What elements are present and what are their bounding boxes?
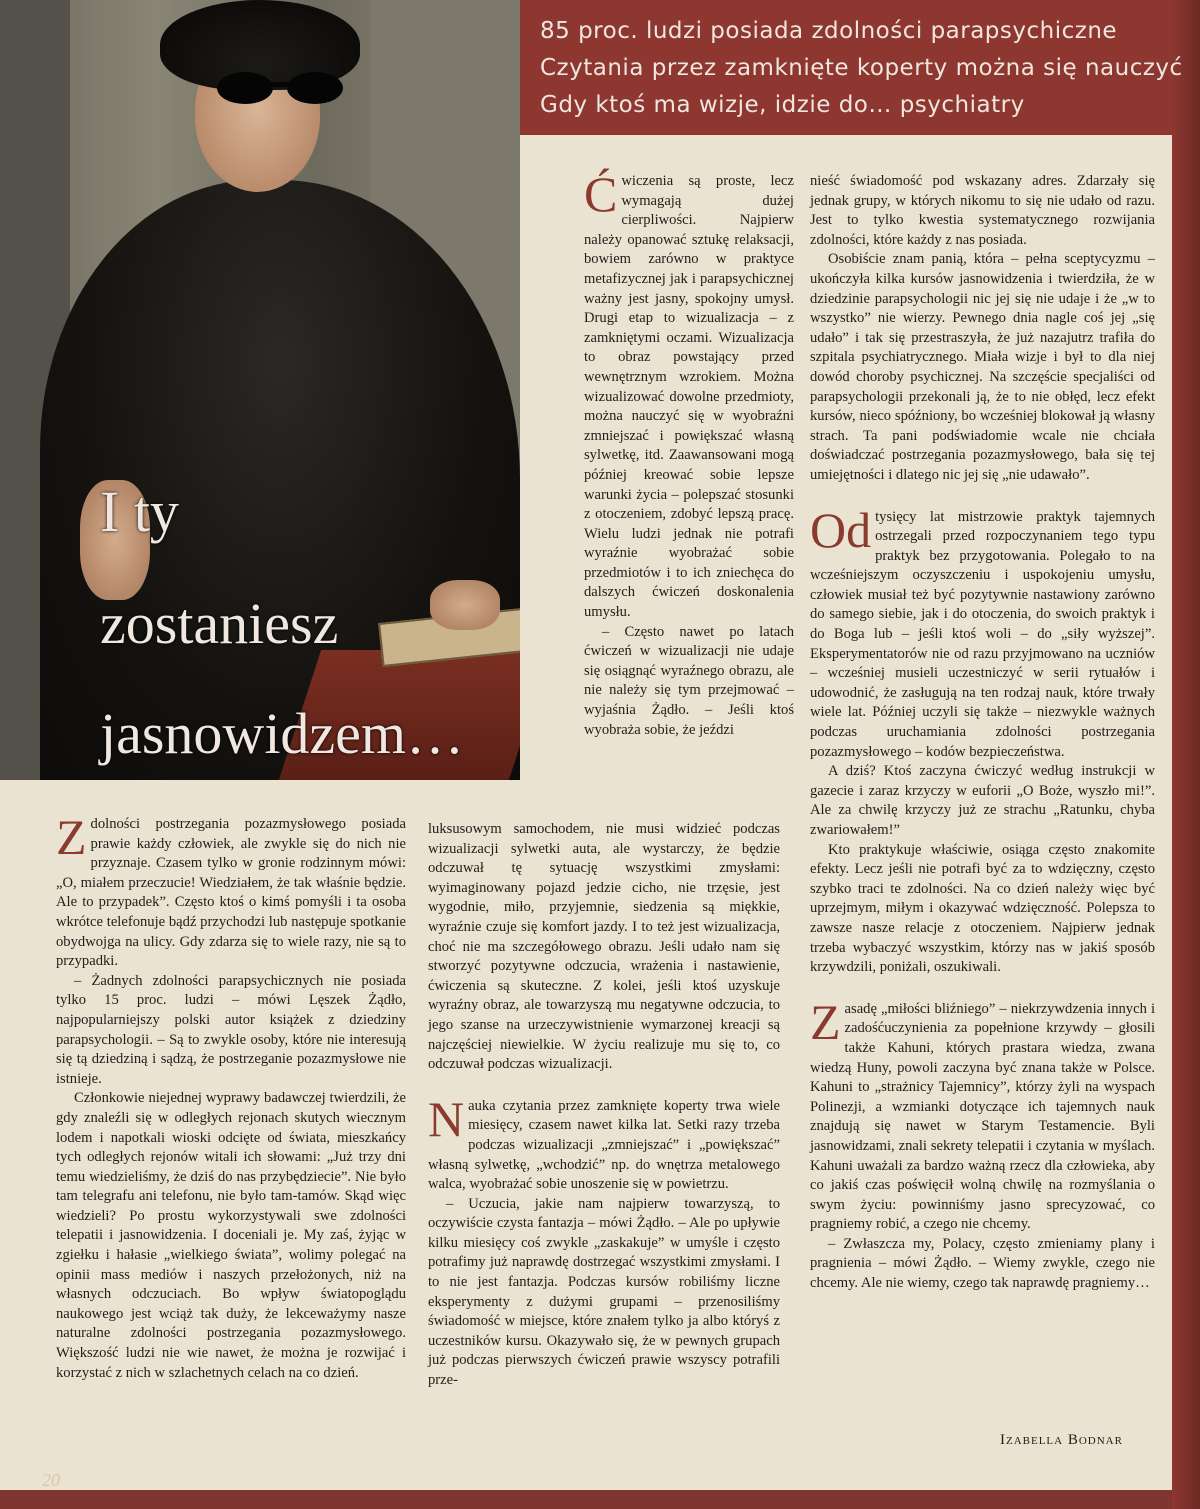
paragraph: nieść świadomość pod wskazany adres. Zdarzały się jednak grupy, w których nikomu to się nie udało od razu. Jest to tylko kwestia systematycznego rozwijania zdolności, które każdy z nas posiada. [810,173,1155,248]
title-line-1: I ty [100,479,179,544]
paragraph [810,501,1155,763]
paragraph: A dziś? Ktoś zaczyna ćwiczyć według instrukcji w gazecie i zaraz krzyczy w euforii „O Boże, wyszło mi!”. Ale za chwilę krzyczy już ze strachu „Ratunku, chyba zwariowałem!” [810,763,1155,838]
paragraph [584,166,794,623]
title-line-2: zostaniesz [100,591,339,656]
paragraph-text: dolności postrzegania pozazmysłowego posiada prawie każdy człowiek, ale zwykle się do nich nie przyznaje. Czasem tylko w gronie rodzinnym mówi: „O, miałem przeczucie! Wiedziałem, że tak właśnie będzie. Ale to przypadek”. Często ktoś o kimś pomyśli i ta osoba wkrótce telefonuje bądź przychodzi lub następuje spotkanie obydwojga na ulicy. Gdy zdarza się to wiele razy, nie są to przypadki. [56,816,406,970]
column-left [56,809,406,1383]
drop-cap: Z [810,993,841,1050]
deck-line-3: Gdy ktoś ma wizje, idzie do… psychiatry [540,92,1025,118]
paragraph-text: asadę „miłości bliźniego” – niekrzywdzenia innych i zadośćuczynienia za popełnione krzywdy – głosili także Kahuni, których prastara wiedza, zwana wiedzą Huny, powoli zaczyna być znana także w Polsce. Kahuni to „strażnicy Tajemnicy”, którzy żyli na wyspach Polinezji, a wzmianki dotyczące ich tajemnych nauk znajdują się nawet w Starym Testamencie. Byli jasnowidzami, znali sekrety telepatii i czytania w myślach. Kahuni uważali za bardzo ważną rzecz dla człowieka, aby co jakiś czas poświęcił wolną chwilę na rozmyślania o swym życiu: powinniśmy jasno sprecyzować, co pragniemy robić, a czego nie chcemy. [810,1000,1155,1233]
renaissance-portrait-image [0,0,520,780]
paragraph [56,809,406,972]
drop-cap: Od [810,501,872,558]
right-hand-shape [430,580,500,630]
paragraph: – Uczucia, jakie nam najpierw towarzyszą, to oczywiście czysta fantazja – mówi Żądło. – Ale po upływie kilku miesięcy coś zwykle „zaskakuje” w umyśle i często potrafimy już naprawdę dostrzegać wszystkimi zmysłami. I to nie jest fantazja. Podczas kursów robiliśmy liczne eksperymenty z dużymi grupami – przenosiliśmy świadomość w miejsce, które znałem tylko ja albo któryś z uczestników kursu. Okazywało się, że w pewnych grupach już podczas pierwszych ćwiczeń prawie wszyscy potrafili prze- [428,1195,780,1389]
author-signature: Izabella Bodnar [1000,1432,1123,1448]
column-middle-top [584,166,794,740]
paragraph-text: auka czytania przez zamknięte koperty trwa wiele miesięcy, czasem nawet kilka lat. Setki razy trzeba podczas wizualizacji „zmniejszać” i „powiększać” własną sylwetkę, „wchodzić” np. do wnętrza metalowego walca, wyobrażać sobie unoszenie się w powietrzu. [428,1097,780,1193]
paragraph: – Często nawet po latach ćwiczeń w wizualizacji nie udaje się osiągnąć wyraźnego obrazu, ale nie należy się tym przejmować – wyjaśnia Żądło. – Jeśli ktoś wyobraża sobie, że jeździ [584,623,794,738]
paragraph [810,993,1155,1235]
sunglasses-icon [215,70,345,106]
deck-box [520,0,1183,135]
paragraph: – Żadnych zdolności parapsychicznych nie posiada tylko 15 proc. ludzi – mówi Lęszek Żądło, najpopularniejszy polski autor książek z dziedziny parapsychologii. – Są to zwykle osoby, które nie interesują się tą dziedziną i sądzą, że postrzeganie pozazmysłowe nie istnieje. [56,972,406,1087]
column-right [810,172,1155,1294]
paragraph: Członkowie niejednej wyprawy badawczej twierdzili, że gdy znaleźli się w odległych rejonach skutych wiecznym lodem i napotkali wioski odcięte od świata, mieszkańcy tych odległych rejonów witali ich słowami: „Już trzy dni temu wiedzieliśmy, że dziś do nas przybędziecie”. Nie było tam telegrafu ani telefonu, nie było tam-tamów. Skąd więc wiedzieli? Po prostu wykorzystywali swe zdolności telepatii i jasnowidzenia. I doceniali je. My zaś, żyjąc w zgiełku i hałasie „wielkiego świata”, wolimy polegać na opinii mass mediów i naszych przełożonych, niż na własnych odczuciach. Bo wpływ światopoglądu naukowego jest wciąż tak duży, że lekceważymy nasze naturalne zdolności postrzegania pozazmysłowego. Większość ludzi nie wie nawet, że można je rozwijać i korzystać z nich w szlachetnych celach na co dzień. [56,1090,406,1381]
column-middle-bottom [428,820,780,1391]
page-edge-stripe [1172,0,1200,1509]
deck-line-2: Czytania przez zamknięte koperty można się nauczyć [540,55,1183,81]
paragraph: Osobiście znam panią, która – pełna sceptycyzmu – ukończyła kilka kursów jasnowidzenia i twierdziła, że w dziedzinie parapsychologii nic jej się nie udaje i że „w to wszystko” nie wierzy. Pewnego dnia nagle coś jej „się udało” i tak się przestraszyła, że już nazajutrz trafiła do szpitala psychiatrycznego. Miała wizje i był to dla niej dowód choroby psychicznej. Na szczęście specjaliści od parapsychologii przekonali ją, że to nie obłęd, lecz efekt kursów, nieco spóźniony, bo wcześniej blokował ją własny strach. Ta pani podświadomie wcale nie chciała doświadczać postrzegania pozazmysłowego, bała się tej umiejętności i dlatego nic jej się „nie udawało”. [810,251,1155,483]
title-line-3: jasnowidzem… [100,701,465,766]
page-number: 20 [42,1470,60,1490]
drop-cap: Ć [584,166,618,222]
paragraph-text: wiczenia są proste, lecz wymagają dużej cierpliwości. Najpierw należy opanować sztukę relaksacji, bowiem zarówno w praktyce metafizycznej jak i parapsychicznej ważny jest jasny, spokojny umysł. Drugi etap to wizualizacja – z zamkniętymi oczami. Wizualizacja to obraz powstający przed wewnętrznym wzrokiem. Można wizualizować dowolne przedmioty, można nauczyć się w wyobraźni zmniejszać i powiększać własną sylwetkę, itd. Zaawansowani mogą później kreować sobie lepsze warunki życia – polepszać stosunki z otoczeniem, zdobyć lepszą pracę. Wielu ludzi jednak nie potrafi wyraźnie wyobrażać sobie przedmiotów i to ich zniechęca do dalszych ćwiczeń doskonalenia umysłu. [584,173,794,621]
deck-line-1: 85 proc. ludzi posiada zdolności parapsychiczne [540,18,1118,44]
paragraph-text: tysięcy lat mistrzowie praktyk tajemnych ostrzegali przed rozpoczynaniem tego typu praktyk bez przygotowania. Polegało to na wcześniejszym oczyszczeniu i uspokojeniu umysłu, człowiek musiał też być pozytywnie nastawiony zarówno do samego siebie, jak i do otoczenia, do swoich praktyk i do Boga lub – jeśli ktoś woli – do „siły wyższej”. Eksperymentatorów nie od razu przyjmowano na uczniów – wcześniej musieli uczestniczyć w serii rytuałów i udowodnić, że zasługują na ten rodzaj nauk, które trwały wiele lat. Później uczyli się także – niezwykle ważnych podczas uruchamiania zdolności postrzegania pozazmysłowego – kodów bezpieczeństwa. [810,508,1155,760]
paragraph: – Zwłaszcza my, Polacy, często zmieniamy plany i pragnienia – mówi Żądło. – Wiemy zwykle, czego nie chcemy. Ale nie wiemy, czego tak naprawdę pragniemy… [810,1235,1155,1292]
drop-cap: N [428,1090,465,1147]
paragraph: Kto praktykuje właściwie, osiąga często znakomite efekty. Lecz jeśli nie potrafi być za to wdzięczny, często szybko traci te zdolności. Na co dzień należy więc być uprzejmym, miłym i okazywać wdzięczność. Polepsza to zawsze nasze relacje z otoczeniem. Najpierw jednak trzeba wybaczyć wszystkim, którzy nas w jakiś sposób krzywdzili, poniżali, oszukiwali. [810,841,1155,976]
paragraph [428,1090,780,1195]
drop-cap: Z [56,809,87,865]
paragraph: luksusowym samochodem, nie musi widzieć podczas wizualizacji sylwetki auta, ale wystarczy, że będzie odczuwał tę sytuację wszystkimi zmysłami: wyimaginowany pojazd jedzie cicho, nie trzęsie, jest wygodnie, miło, przyjemnie, siedzenia są miękkie, wyraźnie czuje się komfort jazdy. I to też jest wizualizacja, choć nie ma szczegółowego obrazu. Jeśli udało nam się stworzyć pozytywne odczucia, wrażenia i nastawienie, ćwiczenia są skuteczne. Z kolei, jeśli ktoś uzyskuje wyraźny obraz, ale towarzyszą mu negatywne odczucia, to jego szanse na urzeczywistnienie wymarzonej kreacji są najczęściej niewielkie. W życiu realizuje mu się to, co odczuwał podczas wizualizacji. [428,821,780,1073]
